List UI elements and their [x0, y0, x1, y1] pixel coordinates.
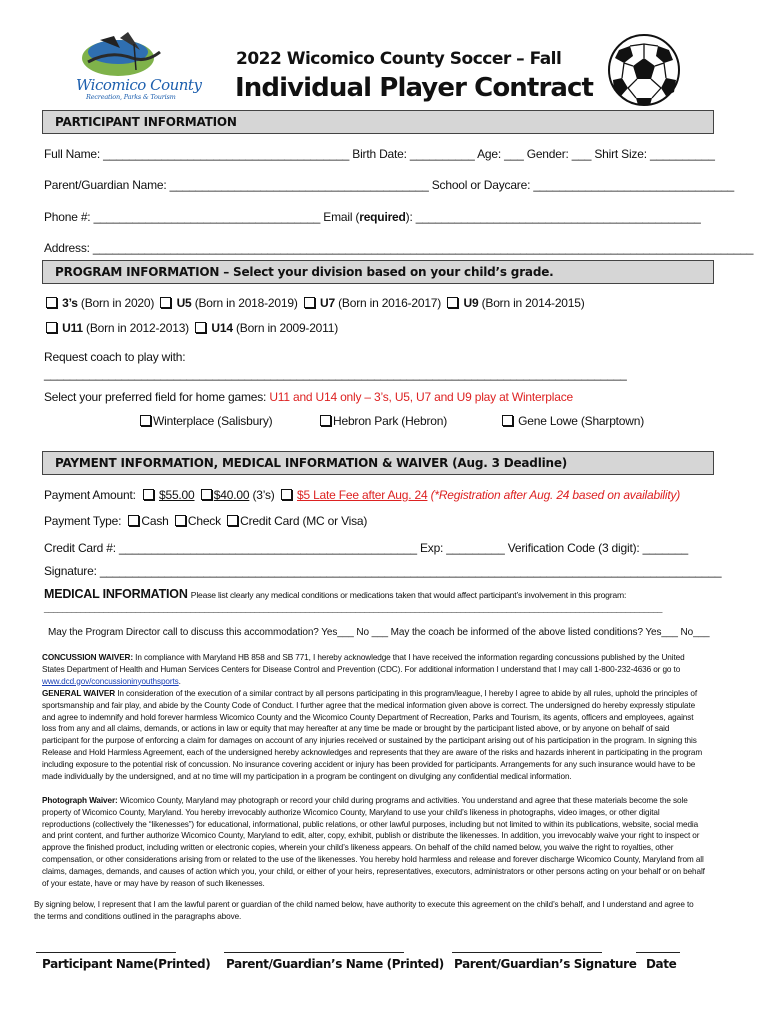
checkbox-icon[interactable] — [304, 297, 315, 308]
program-section-heading: PROGRAM INFORMATION – Select your division based on your child’s grade. — [42, 260, 714, 284]
soccer-ball-icon — [606, 32, 682, 108]
payment-type-label: Payment Type: — [44, 514, 122, 528]
main-title: Individual Player Contract — [235, 73, 594, 103]
season-title: 2022 Wicomico County Soccer – Fall — [236, 49, 562, 69]
checkbox-icon[interactable] — [227, 515, 238, 526]
date-line[interactable] — [636, 952, 680, 953]
division-u11[interactable]: U11 (Born in 2012-2013) — [46, 321, 189, 335]
phone-suffix: ): ____________________________________________ — [405, 210, 701, 224]
logo-subtext: Recreation, Parks & Tourism — [86, 93, 176, 101]
participant-name-line[interactable] — [36, 952, 176, 953]
type-cash[interactable]: Cash — [141, 514, 169, 528]
field-option-gene-lowe[interactable]: Gene Lowe (Sharptown) — [502, 414, 644, 428]
coach-request-label: Request coach to play with: — [44, 350, 186, 364]
concussion-waiver: CONCUSSION WAIVER: In compliance with Maryland HB 858 and SB 771, I hereby acknowledge that I have received the information regarding concussions published by the United States Department of Health and Human Services Centers for Disease Control and Prevention (CDC). For additional information I understand that I may call 1-800-232-4636 or go to www.dcd.gov/concussioninyouthsports. — [42, 653, 685, 686]
coach-request-line[interactable]: __________________________________________________________________________________________ — [44, 367, 627, 381]
concussion-label: CONCUSSION WAIVER: — [42, 653, 133, 662]
credit-card-line[interactable]: Credit Card #: ______________________________________________ Exp: _________ Verification Code (3 digit): _______ — [44, 541, 688, 555]
field-option-winterplace[interactable]: Winterplace (Salisbury) — [140, 414, 272, 428]
division-3s[interactable]: 3’s (Born in 2020) — [46, 296, 154, 310]
payment-amount-row — [44, 488, 680, 502]
checkbox-icon[interactable] — [320, 415, 331, 426]
medical-desc: Please list clearly any medical conditions or medications taken that would affect participant’s involvement in this program: — [190, 590, 627, 600]
photo-text: Wicomico County, Maryland may photograph or record your child during programs and activities. You understand and agree that these materials become the sole property of Wicomico County, Maryland. You hereby irrevocably authorize Wicomico County, Maryland to use your child’s likeness in photographs, video images, or other digital reproductions (collectively the “likenesses”) for educational, informational, public relations, or other lawful purposes, including but not limited to within its publications, website, social media and print content, and further authorize Wicomico County, Maryland to edit, alter, copy, exhibit, publish or distribute the likenesses. In addition, you irrevocably waive your right to inspect or approve the finished product, including written or electronic copies, wherein your child’s likeness appears. On behalf of the child named below, you waive the right to royalties, other compensation, or other considerations arising from or related to the use of the likenesses. You hereby hold harmless and release and forever discharge Wicomico County, Maryland from all claims, damages, demands, and causes of action which you, your child, or either of your heirs, representatives, executors, administrators or other persons acting on your behalf or on behalf of your estate, have or may have by reason of such likenesses. — [42, 796, 705, 888]
field-option-hebron[interactable]: Hebron Park (Hebron) — [320, 414, 447, 428]
checkbox-icon[interactable] — [195, 322, 206, 333]
amount-40[interactable]: $40.00 — [213, 488, 250, 502]
phone-prefix: Phone #: ___________________________________ Email ( — [44, 210, 360, 224]
general-waiver — [42, 688, 706, 782]
guardian-name-line[interactable] — [224, 952, 404, 953]
late-note: (*Registration after Aug. 24 based on availability) — [430, 488, 681, 502]
logo-text: Wicomico County — [76, 76, 202, 94]
date-label: Date — [646, 957, 677, 971]
signing-statement: By signing below, I represent that I am the lawful parent or guardian of the child named below, have authority to execute this agreement on the child’s behalf, and I understand and agree to the terms and conditions outlined in the paragraphs above. — [34, 900, 694, 921]
type-check[interactable]: Check — [187, 514, 221, 528]
division-u9[interactable]: U9 (Born in 2014-2015) — [447, 296, 584, 310]
general-text: In consideration of the execution of a similar contract by all persons participating in this program/league, I hereby I agree to abide by all rules, uphold the principles of sportsmanship and fair play, and abide by the County Code of Conduct. I further agree that the medical information given above is correct. The undersigned do hereby expressly stipulate and agree to indemnify and hold forever harmless Wicomico County and the Wicomico County Department of Recreation, Parks and Tourism, its agents, officers and employees, against loss from any and all claims, demands, or actions in law or equity that may hereafter at any time be made or brought by the participant listed above, or by anyone on behalf of said participant for the purpose of enforcing a claim for damages on account of any injuries received or sustained by the participant arising out of his participation in the program. In signing this Release and Hold Harmless Agreement, each of the undersigned hereby acknowledges and represents that they are aware of the risks and hazards inherent in participating in the program including exposure to the potential risk of concussion. No insurance covering accident or injury has been provided for participants. Arrangements for any such insurance would have to be made individually by the undersigned, and at no time will my participation in a program be contingent on divulging any confidential medical information. — [42, 689, 703, 781]
participant-section-heading: PARTICIPANT INFORMATION — [42, 110, 714, 134]
signature-line[interactable]: Signature: ________________________________________________________________________________________________ — [44, 564, 722, 578]
division-u7[interactable]: U7 (Born in 2016-2017) — [304, 296, 441, 310]
guardian-signature-line[interactable] — [452, 952, 602, 953]
checkbox-icon[interactable] — [46, 297, 57, 308]
guardian-name-label: Parent/Guardian’s Name (Printed) — [226, 957, 444, 971]
concussion-text: In compliance with Maryland HB 858 and SB 771, I hereby acknowledge that I have received the information regarding concussions published by the United States Department of Health and Human Services Centers for Disease Control and Prevention (CDC). For additional information I understand that I may call 1-800-232-4636 or go to — [42, 653, 685, 674]
division-row-2 — [46, 321, 338, 335]
checkbox-icon[interactable] — [175, 515, 186, 526]
participant-line-name[interactable]: Full Name: ______________________________________ Birth Date: __________ Age: ___ Gender: ___ Shirt Size: __________ — [44, 147, 715, 161]
checkbox-icon[interactable] — [502, 415, 513, 426]
medical-question: May the Program Director call to discuss this accommodation? Yes___ No ___ May the coach be informed of the above listed conditions? Yes___ No___ — [48, 627, 710, 638]
field-prompt — [44, 390, 573, 404]
participant-name-label: Participant Name(Printed) — [42, 957, 211, 971]
checkbox-icon[interactable] — [143, 489, 154, 500]
checkbox-icon[interactable] — [46, 322, 57, 333]
concussion-link[interactable]: www.dcd.gov/concussioninyouthsports — [42, 676, 179, 686]
participant-line-address[interactable]: Address: ______________________________________________________________________________________________________ — [44, 241, 754, 255]
payment-amount-label: Payment Amount: — [44, 488, 136, 502]
checkbox-icon[interactable] — [447, 297, 458, 308]
late-fee[interactable]: $5 Late Fee after Aug. 24 — [297, 488, 428, 502]
payment-type-row — [44, 514, 367, 528]
division-u14[interactable]: U14 (Born in 2009-2011) — [195, 321, 338, 335]
type-credit[interactable]: Credit Card — [240, 514, 300, 528]
checkbox-icon[interactable] — [128, 515, 139, 526]
field-note: U11 and U14 only – 3’s, U5, U7 and U9 play at Winterplace — [269, 390, 573, 404]
participant-line-phone[interactable] — [44, 210, 701, 224]
required-label: required — [359, 210, 406, 224]
participant-line-parent[interactable]: Parent/Guardian Name: ________________________________________ School or Daycare: _______________________________ — [44, 178, 735, 192]
medical-label: MEDICAL INFORMATION — [44, 587, 188, 601]
checkbox-icon[interactable] — [140, 415, 151, 426]
card-note: (MC or Visa) — [302, 514, 368, 528]
checkbox-icon[interactable] — [160, 297, 171, 308]
field-prompt-text: Select your preferred field for home games: — [44, 390, 270, 404]
medical-row — [44, 587, 626, 601]
medical-line[interactable]: _______________________________________________________________________________________________________________________________________ — [44, 603, 663, 613]
division-row-1 — [46, 296, 585, 310]
general-label: GENERAL WAIVER — [42, 689, 116, 698]
guardian-signature-label: Parent/Guardian’s Signature — [454, 957, 637, 971]
division-u5[interactable]: U5 (Born in 2018-2019) — [160, 296, 297, 310]
amount-40-note: (3’s) — [252, 488, 275, 502]
photo-waiver — [42, 795, 706, 889]
checkbox-icon[interactable] — [201, 489, 212, 500]
photo-label: Photograph Waiver: — [42, 796, 118, 805]
payment-section-heading: PAYMENT INFORMATION, MEDICAL INFORMATION & WAIVER (Aug. 3 Deadline) — [42, 451, 714, 475]
amount-55[interactable]: $55.00 — [159, 488, 195, 502]
checkbox-icon[interactable] — [281, 489, 292, 500]
